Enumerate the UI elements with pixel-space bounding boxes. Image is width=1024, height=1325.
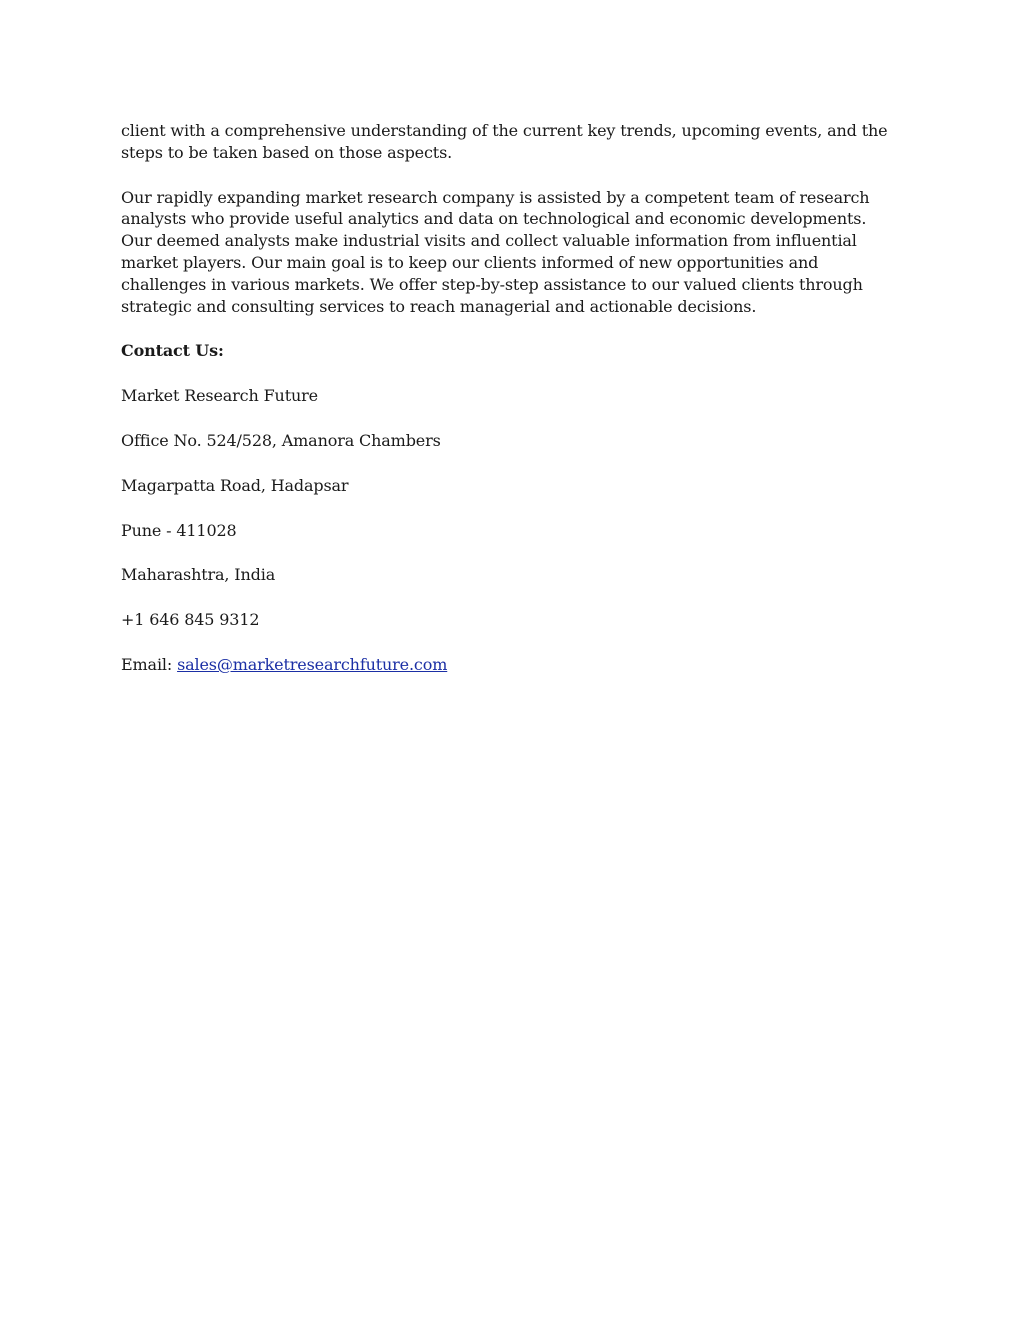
- contact-city: Pune - 411028: [121, 520, 237, 540]
- email-label: Email:: [121, 654, 178, 674]
- contact-office: Office No. 524/528, Amanora Chambers: [121, 430, 441, 450]
- page-content: [121, 120, 896, 699]
- paragraph-intro-continuation: client with a comprehensive understanding of the current key trends, upcoming events, and the steps to be taken based on those aspects.: [121, 121, 888, 162]
- email-link[interactable]: sales@marketresearchfuture.com: [177, 654, 448, 674]
- paragraph-company-description: Our rapidly expanding market research company is assisted by a competent team of research analysts who provide useful analytics and data on technological and economic developments. Our deemed analysts make industrial visits and collect valuable information from influential market players. Our main goal is to keep our clients informed of new opportunities and challenges in various markets. We offer step-by-step assistance to our valued clients through strategic and consulting services to reach managerial and actionable decisions.: [121, 187, 870, 316]
- contact-phone: +1 646 845 9312: [121, 610, 260, 630]
- contact-company: Market Research Future: [121, 386, 318, 406]
- contact-road: Magarpatta Road, Hadapsar: [121, 475, 349, 495]
- contact-state: Maharashtra, India: [121, 565, 276, 585]
- contact-heading: Contact Us:: [121, 341, 224, 361]
- contact-email-line: [121, 654, 896, 676]
